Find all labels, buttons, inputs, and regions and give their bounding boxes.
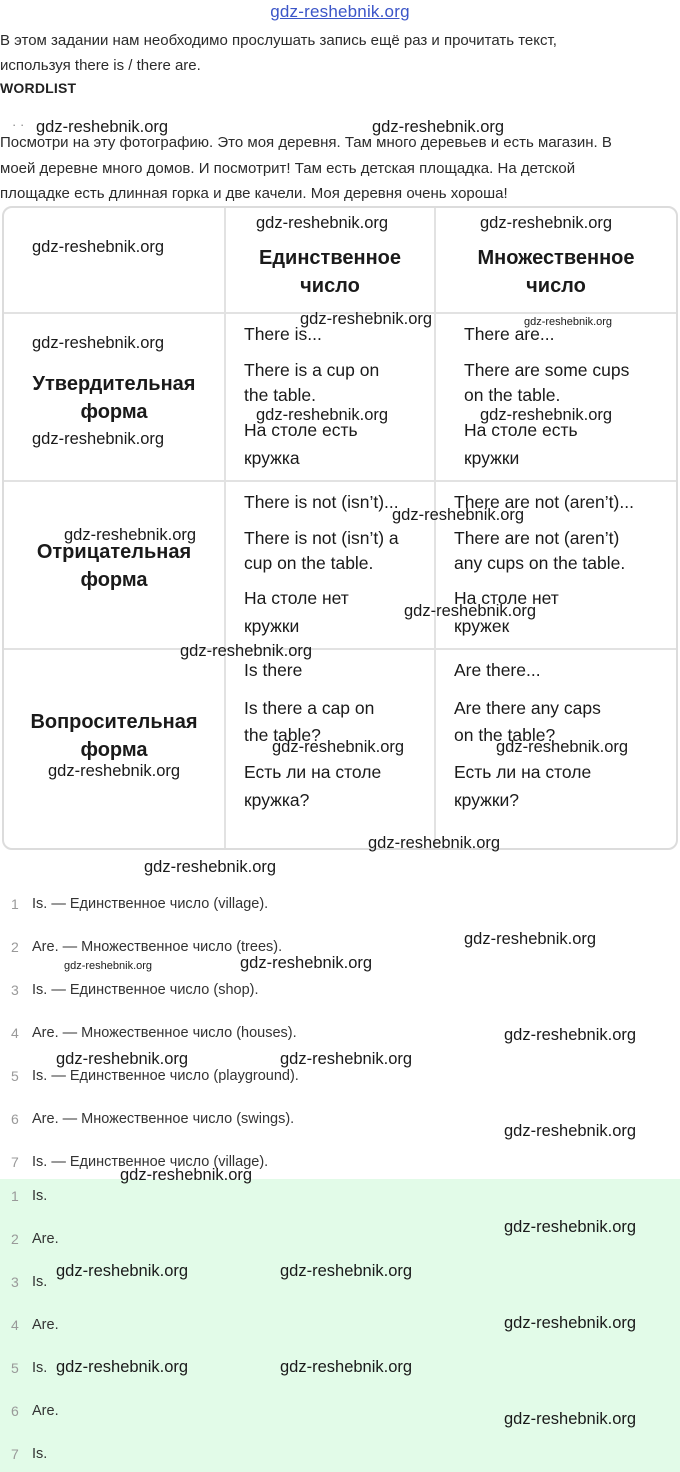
row-header-cell: [4, 650, 226, 850]
cell-line: There is not (isn’t)...: [244, 492, 399, 512]
watermark: gdz-reshebnik.org: [256, 406, 389, 424]
item-text: Is.: [32, 1360, 48, 1376]
cell-line: кружек: [454, 616, 510, 636]
cell-line: На столе есть: [464, 420, 578, 440]
item-number: 2: [11, 1231, 19, 1247]
column-header-text: число: [300, 275, 360, 297]
item-number: 3: [11, 982, 19, 998]
column-header-text: число: [526, 275, 586, 297]
watermark: gdz-reshebnik.org: [392, 506, 525, 524]
watermark: gdz-reshebnik.org: [56, 1262, 189, 1280]
item-text: Are. — Множественное число (trees).: [32, 939, 283, 955]
table-corner-cell: [4, 208, 226, 312]
watermark: gdz-reshebnik.org: [32, 430, 165, 448]
cell-line: кружки?: [454, 790, 520, 810]
translation-line: площадке есть длинная горка и две качели. Моя деревня очень хороша!: [0, 185, 508, 202]
intro-line: используя there is / there are.: [0, 57, 201, 74]
item-text: Is.: [32, 1188, 48, 1204]
watermark: gdz-reshebnik.org: [56, 1358, 189, 1376]
item-number: 5: [11, 1068, 19, 1084]
watermark: gdz-reshebnik.org: [504, 1026, 637, 1044]
cell-line: На столе нет: [244, 588, 349, 608]
item-text: Are.: [32, 1231, 59, 1247]
cell-line: There are some cups: [464, 360, 630, 380]
intro-line: В этом задании нам необходимо прослушать запись ещё раз и прочитать текст,: [0, 32, 557, 49]
item-text: Is. — Единственное число (shop).: [32, 982, 259, 998]
item-text: Is. — Единственное число (playground).: [32, 1068, 299, 1084]
item-text: Is.: [32, 1274, 48, 1290]
item-number: 1: [11, 1188, 19, 1204]
watermark: gdz-reshebnik.org: [300, 310, 433, 328]
cell-line: На столе есть: [244, 420, 358, 440]
item-text: Are.: [32, 1403, 59, 1419]
cell-line: Are there...: [454, 660, 541, 680]
watermark: gdz-reshebnik.org: [272, 738, 405, 756]
site-logo-link[interactable]: gdz-reshebnik.org: [270, 2, 410, 21]
cell-line: There are not (aren’t)...: [454, 492, 634, 512]
cell-line: There is not (isn’t) a: [244, 528, 399, 548]
plural-cell: [436, 314, 676, 480]
cell-line: There is a cup on: [244, 360, 380, 380]
item-number: 2: [11, 939, 19, 955]
cell-line: кружка: [244, 448, 300, 468]
item-number: 7: [11, 1154, 19, 1170]
watermark: gdz-reshebnik.org: [32, 334, 165, 352]
column-header-text: Множественное: [477, 247, 635, 269]
item-number: 7: [11, 1446, 19, 1462]
watermark: gdz-reshebnik.org: [480, 214, 613, 232]
cell-line: Is there a cap on: [244, 698, 375, 718]
item-number: 5: [11, 1360, 19, 1376]
watermark: gdz-reshebnik.org: [504, 1314, 637, 1332]
watermark: gdz-reshebnik.org: [56, 1050, 189, 1068]
cell-line: кружка?: [244, 790, 310, 810]
watermark: gdz-reshebnik.org: [48, 762, 181, 780]
watermark: gdz-reshebnik.org: [180, 642, 313, 660]
cell-line: Есть ли на столе: [454, 762, 592, 782]
cell-line: There are not (aren’t): [454, 528, 620, 548]
watermark: gdz-reshebnik.org: [120, 1166, 253, 1184]
row-header-text: Утвердительная: [32, 373, 196, 395]
item-number: 3: [11, 1274, 19, 1290]
cell-line: any cups on the table.: [454, 553, 626, 573]
item-number: 6: [11, 1403, 19, 1419]
watermark: gdz-reshebnik.org: [524, 316, 613, 328]
watermark: gdz-reshebnik.org: [372, 118, 505, 136]
watermark: gdz-reshebnik.org: [64, 960, 153, 972]
cell-line: Есть ли на столе: [244, 762, 382, 782]
singular-cell: [226, 314, 436, 480]
item-text: Are.: [32, 1317, 59, 1333]
item-text: Is.: [32, 1446, 48, 1462]
watermark: gdz-reshebnik.org: [32, 238, 165, 256]
cell-line: the table.: [244, 385, 316, 405]
item-number: 4: [11, 1317, 19, 1333]
item-number: 6: [11, 1111, 19, 1127]
wordlist-partial-text: · ·: [12, 117, 25, 132]
watermark: gdz-reshebnik.org: [280, 1358, 413, 1376]
item-text: Is. — Единственное число (village).: [32, 1154, 269, 1170]
cell-line: На столе нет: [454, 588, 559, 608]
watermark: gdz-reshebnik.org: [144, 858, 277, 876]
column-header-text: Единственное: [259, 247, 401, 269]
watermark: gdz-reshebnik.org: [504, 1218, 637, 1236]
translation-line: Посмотри на эту фотографию. Это моя деревня. Там много деревьев и есть магазин. В: [0, 134, 612, 151]
cell-line: кружки: [244, 616, 300, 636]
cell-line: on the table.: [464, 385, 561, 405]
watermark: gdz-reshebnik.org: [280, 1262, 413, 1280]
cell-line: There are...: [464, 324, 555, 344]
watermark: gdz-reshebnik.org: [36, 118, 169, 136]
watermark: gdz-reshebnik.org: [464, 930, 597, 948]
watermark: gdz-reshebnik.org: [64, 526, 197, 544]
item-number: 4: [11, 1025, 19, 1041]
wordlist-heading: WORDLIST: [0, 80, 77, 96]
watermark: gdz-reshebnik.org: [404, 602, 537, 620]
watermark: gdz-reshebnik.org: [240, 954, 373, 972]
watermark: gdz-reshebnik.org: [504, 1410, 637, 1428]
cell-line: There is...: [244, 324, 322, 344]
item-text: Are. — Множественное число (houses).: [32, 1025, 297, 1041]
table-row-negative: [4, 480, 676, 648]
watermark: gdz-reshebnik.org: [480, 406, 613, 424]
row-header-text: Вопросительная: [30, 711, 198, 733]
cell-line: Is there: [244, 660, 303, 680]
watermark: gdz-reshebnik.org: [256, 214, 389, 232]
translation-line: моей деревне много домов. И посмотрит! Там есть детская площадка. На детской: [0, 159, 576, 177]
cell-line: the table?: [244, 725, 321, 745]
row-header-text: форма: [80, 401, 148, 423]
item-text: Are. — Множественное число (swings).: [32, 1111, 295, 1127]
row-header-text: Отрицательная: [36, 541, 192, 563]
watermark: gdz-reshebnik.org: [504, 1122, 637, 1140]
watermark: gdz-reshebnik.org: [496, 738, 629, 756]
row-header-text: форма: [80, 569, 148, 591]
watermark: gdz-reshebnik.org: [280, 1050, 413, 1068]
item-text: Is. — Единственное число (village).: [32, 896, 269, 912]
cell-line: кружки: [464, 448, 520, 468]
cell-line: Are there any caps: [454, 698, 601, 718]
item-number: 1: [11, 896, 19, 912]
cell-line: cup on the table.: [244, 553, 374, 573]
row-header-text: форма: [80, 739, 148, 761]
translation-paragraph: [0, 130, 670, 207]
intro-paragraph: [0, 28, 676, 78]
row-header-cell: [4, 482, 226, 648]
cell-line: on the table?: [454, 725, 556, 745]
watermark: gdz-reshebnik.org: [368, 834, 501, 852]
